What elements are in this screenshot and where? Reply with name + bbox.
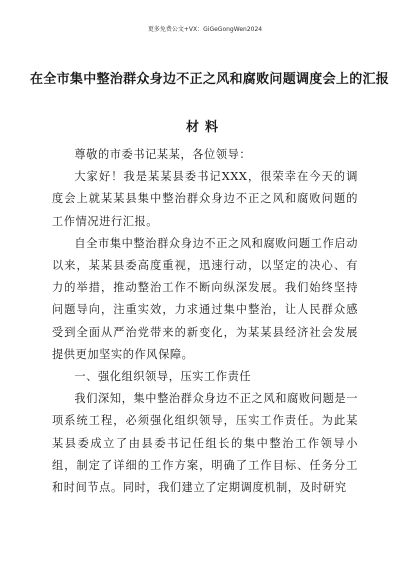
document-title-continued: 材料 <box>185 120 224 135</box>
document-body <box>52 144 358 499</box>
paragraph-overview: 自全市集中整治群众身边不正之风和腐败问题工作启动以来，某某县委高度重视，迅速行动，以坚定的决心、有力的举措，推动整治工作不断向纵深发展。我们始终坚持问题导向，注重实效，力求通过集中整治，让人民群众感受到全面从严治党带来的新变化，为某某县经济社会发展提供更加坚实的作风保障。 <box>52 236 358 361</box>
paragraph-section-1: 我们深知，集中整治群众身边不正之风和腐败问题是一项系统工程，必须强化组织领导，压实工作责任。为此某某县委成立了由县委书记任组长的集中整治工作领导小组，制定了详细的工作方案，明确了工作目标、任务分工和时间节点。同时，我们建立了定期调度机制，及时研究 <box>52 392 358 495</box>
section-heading-1: 一、强化组织领导，压实工作责任 <box>74 370 252 384</box>
paragraph-opening: 大家好！我是某某县委书记XXX，很荣幸在今天的调度会上就某某县集中整治群众身边不正之风和腐败问题的工作情况进行汇报。 <box>52 170 358 228</box>
salutation: 尊敬的市委书记某某，各位领导： <box>74 148 252 161</box>
document-title: 在全市集中整治群众身边不正之风和腐败问题调度会上的汇报 <box>30 72 390 87</box>
page-header: 更多免费公文+VX：GiGeGongWen2024 <box>147 26 263 33</box>
